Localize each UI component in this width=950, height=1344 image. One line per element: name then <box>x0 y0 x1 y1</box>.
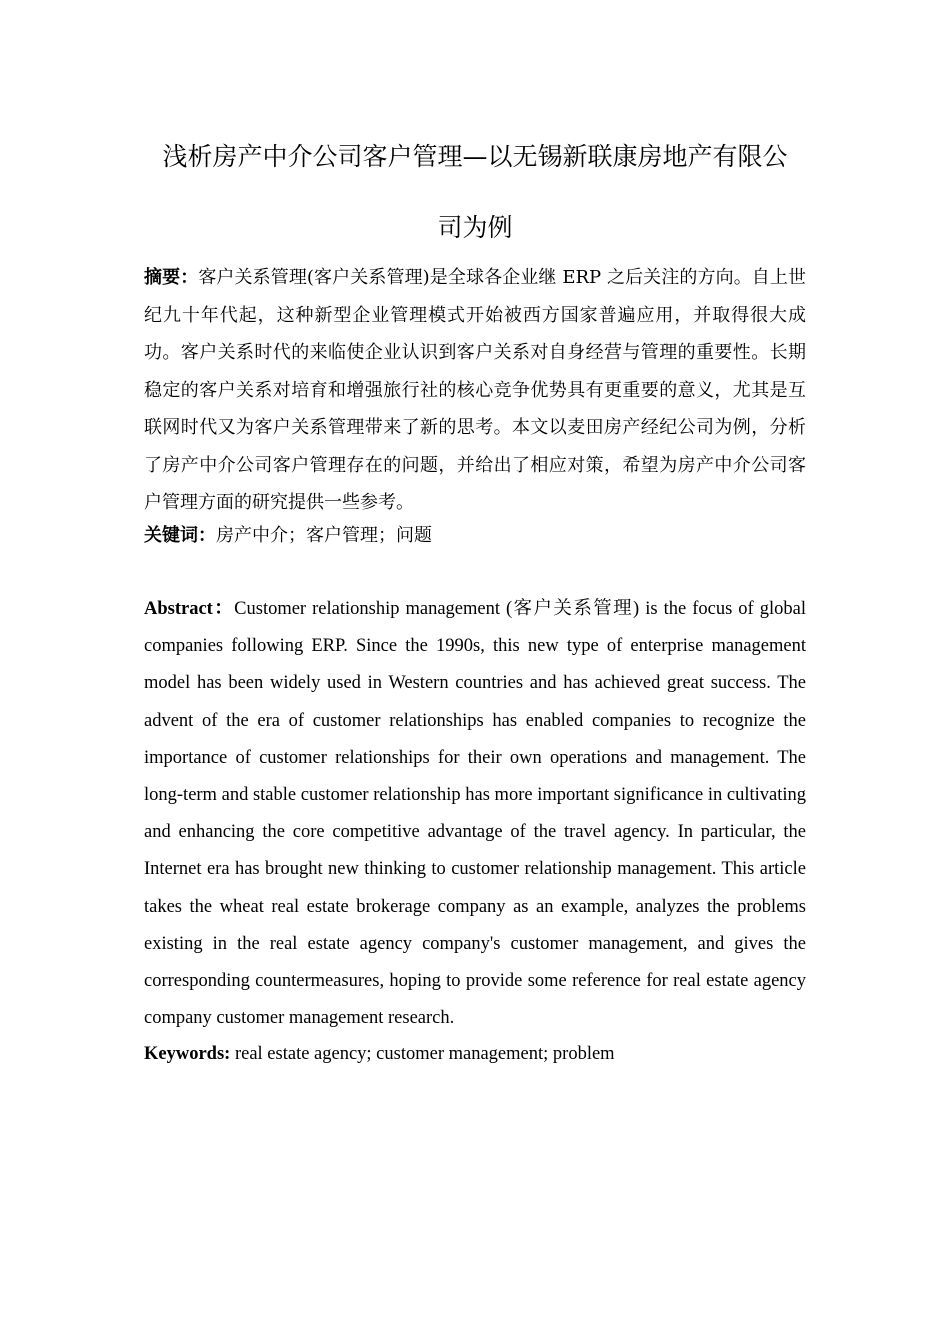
paper-title-line-1: 浅析房产中介公司客户管理—以无锡新联康房地产有限公 <box>162 142 788 171</box>
chinese-keywords-label: 关键词： <box>144 525 216 546</box>
english-abstract-label: Abstract： <box>144 599 235 619</box>
chinese-abstract <box>144 259 806 522</box>
english-keywords-text: real estate agency; customer management; problem <box>230 1044 615 1064</box>
chinese-abstract-text: 客户关系管理(客户关系管理)是全球各企业继 ERP 之后关注的方向。自上世纪九十年代起，这种新型企业管理模式开始被西方国家普遍应用，并取得很大成功。客户关系时代的来临使企业认识到客户关系对自身经营与管理的重要性。长期稳定的客户关系对培育和增强旅行社的核心竞争优势具有更重要的意义，尤其是互联网时代又为客户关系管理带来了新的思考。本文以麦田房产经纪公司为例，分析了房产中介公司客户管理存在的问题，并给出了相应对策，希望为房产中介公司客户管理方面的研究提供一些参考。 <box>144 267 806 513</box>
chinese-abstract-label: 摘要： <box>144 267 199 288</box>
chinese-keywords <box>144 521 806 551</box>
english-abstract <box>144 591 806 1037</box>
english-keywords <box>144 1039 806 1069</box>
english-keywords-label: Keywords: <box>144 1044 231 1064</box>
english-abstract-text: Customer relationship management (客户关系管理) is the focus of global companies following ERP. Since the 1990s, this new type of enterprise management model has been widely used in Western countries and has achieved great success. The advent of the era of customer relationships has enabled companies to recognize the importance of customer relationships for their own operations and management. The long-term and stable customer relationship has more important significance in cultivating and enhancing the core competitive advantage of the travel agency. In particular, the Internet era has brought new thinking to customer relationship management. This article takes the wheat real estate brokerage company as an example, analyzes the problems existing in the real estate agency company's customer management, and gives the corresponding countermeasures, hoping to provide some reference for real estate agency company customer management research. <box>144 599 806 1029</box>
chinese-keywords-text: 房产中介；客户管理；问题 <box>216 525 432 546</box>
paper-title-line-2: 司为例 <box>437 213 513 242</box>
